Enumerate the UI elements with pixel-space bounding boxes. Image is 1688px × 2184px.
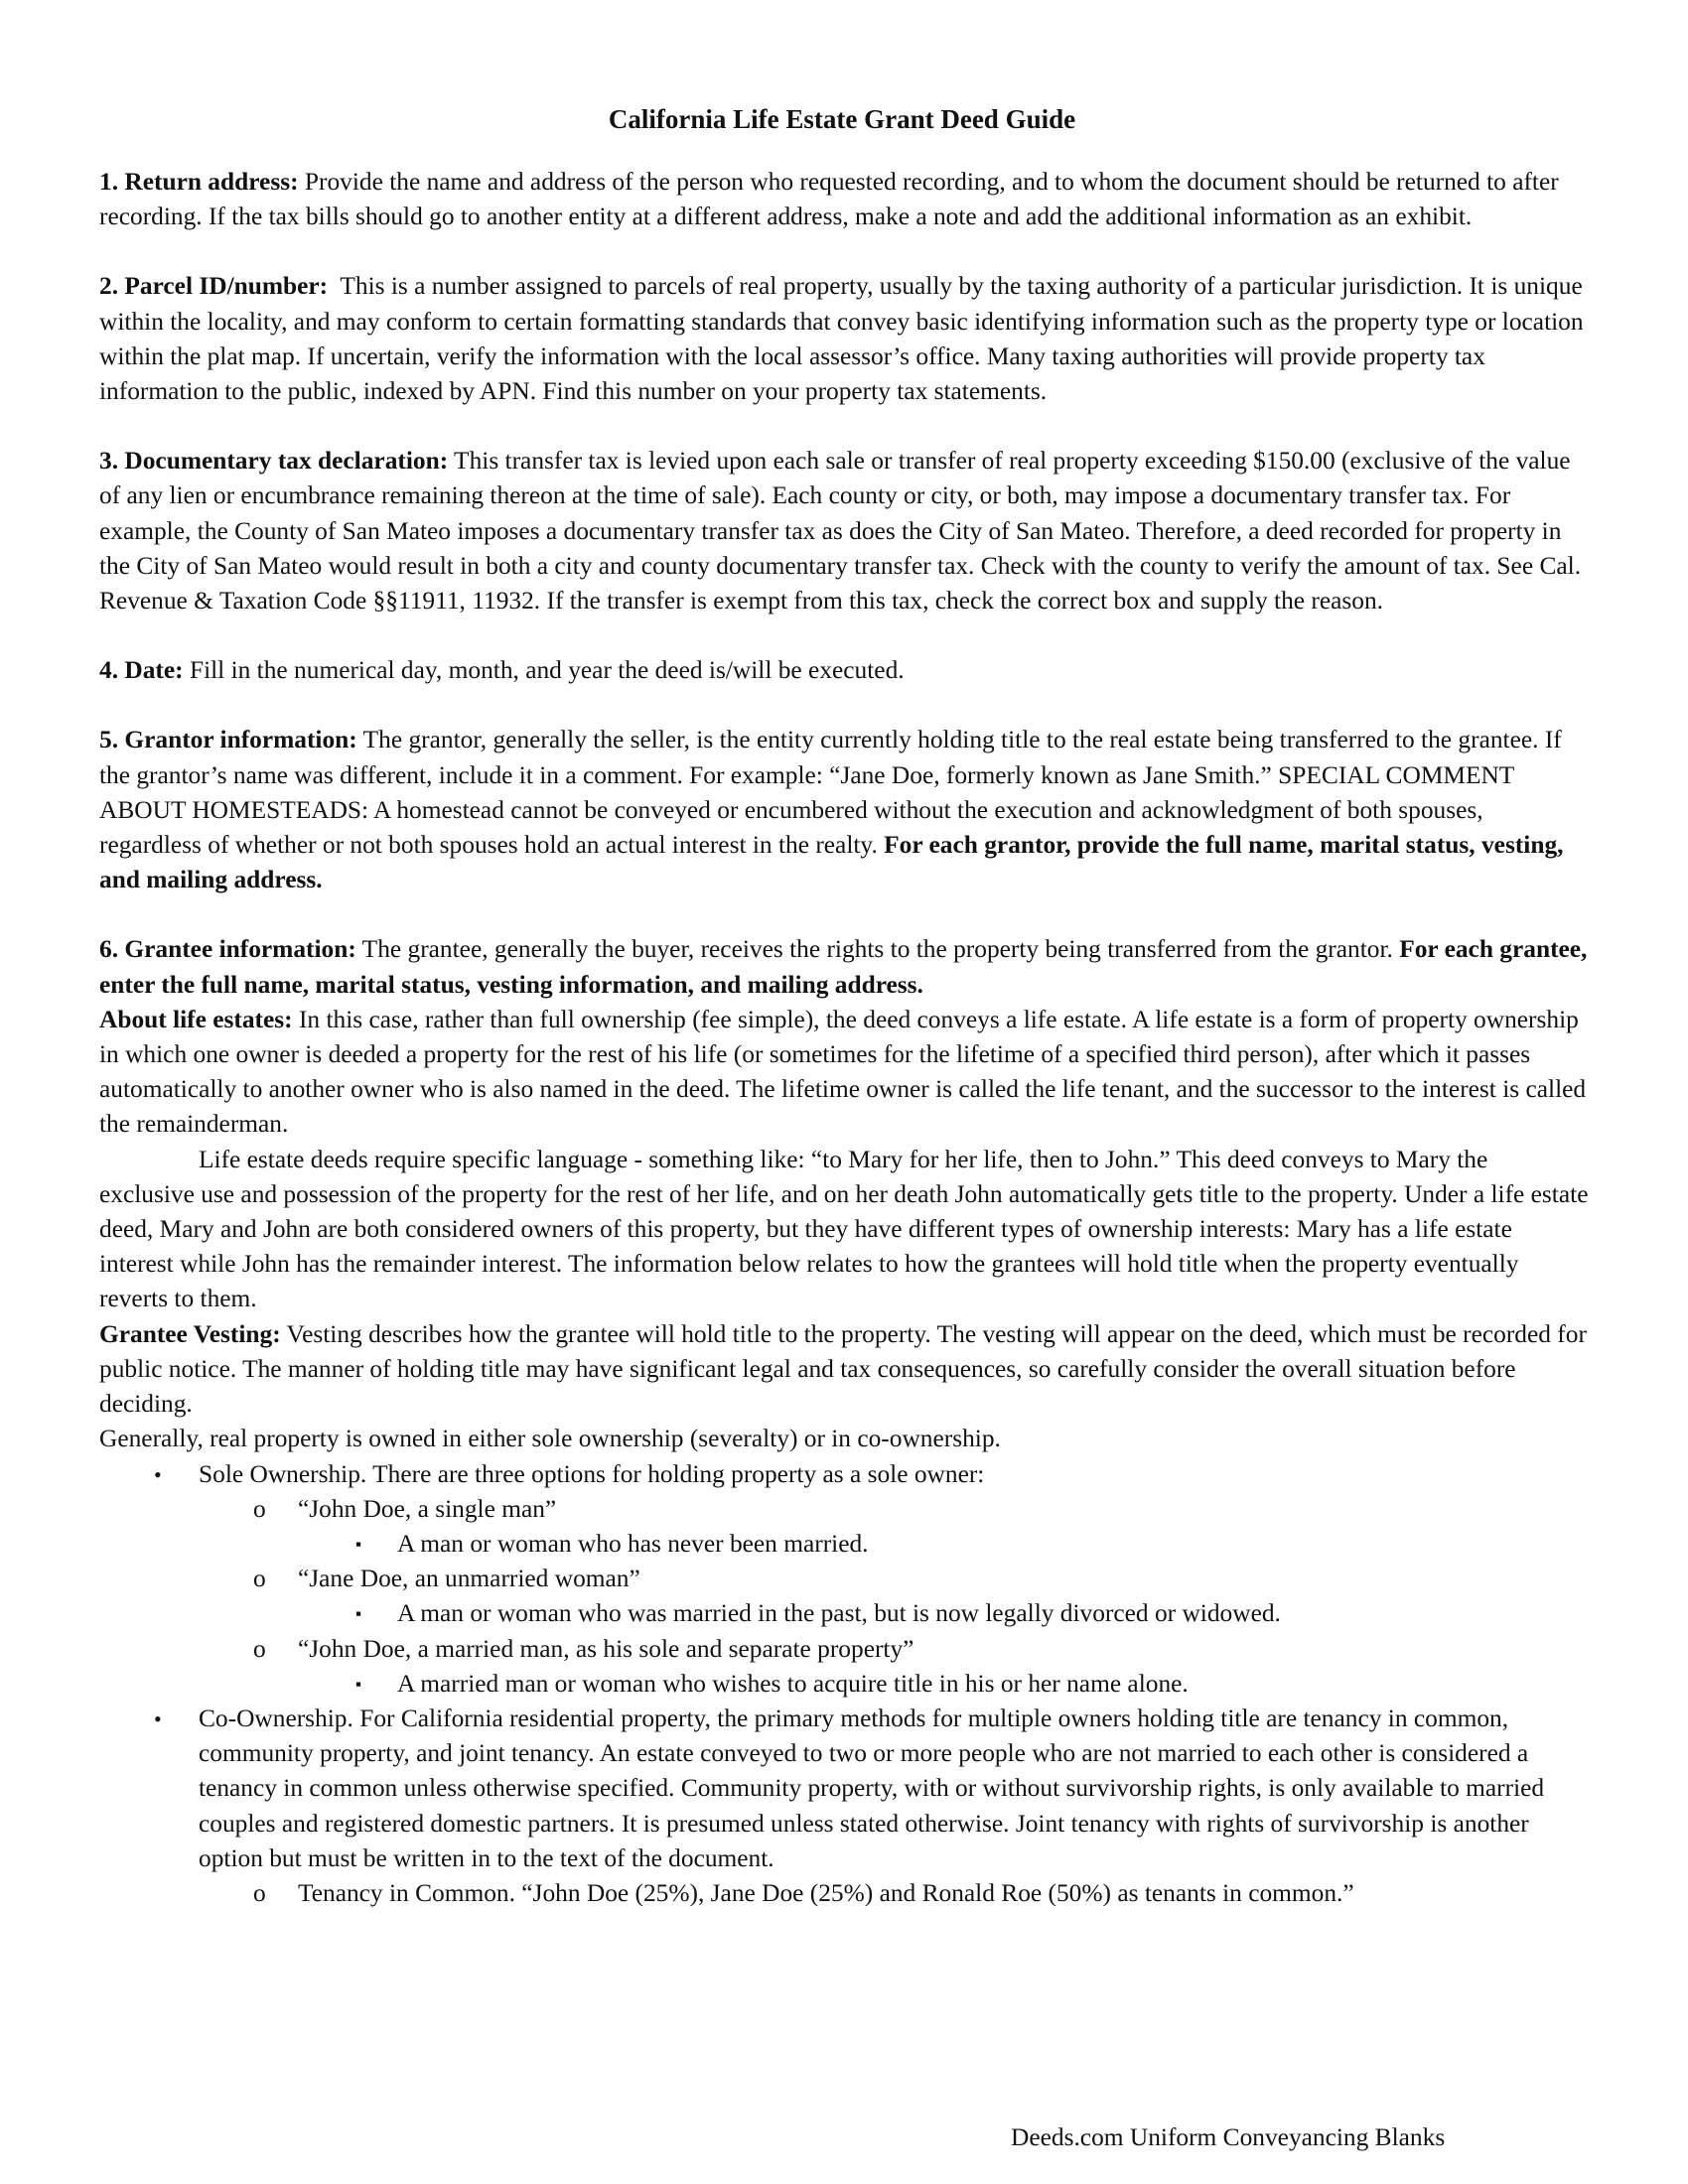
list-item-text: “John Doe, a single man”: [298, 1494, 557, 1523]
list-item: [99, 1702, 1589, 1876]
list-item-text: Sole Ownership. There are three options for holding property as a sole owner:: [199, 1459, 985, 1488]
section-parcel-id: [99, 269, 1589, 409]
section-text: Fill in the numerical day, month, and year the deed is/will be executed.: [183, 656, 905, 685]
life-estates-text: In this case, rather than full ownership (fee simple), the deed conveys a life estate. A life estate is a form of property ownership in which one owner is deeded a property for the rest of his life (or sometimes for the lifetime of a specified third person), after which it passes automatically to another owner who is also named in the deed. The lifetime owner is called the life tenant, and the successor to the interest is called the remainderman.: [99, 1005, 1587, 1139]
list-item: [99, 1562, 1589, 1596]
document-body: [99, 97, 1589, 1911]
list-item-text: A man or woman who has never been married.: [397, 1529, 869, 1558]
section-text: Provide the name and address of the person who requested recording, and to whom the document should be returned to after recording. If the tax bills should go to another entity at a different address, make a note and add the additional information as an exhibit.: [99, 168, 1559, 231]
section-bold-instruction: For each grantee, enter the full name, marital status, vesting information, and mailing address.: [99, 935, 1588, 999]
list-item: [99, 1596, 1589, 1631]
life-estates-paragraph: Life estate deeds require specific language - something like: “to Mary for her life, then to John.” This deed conveys to Mary the exclusive use and possession of the property for the rest of her life, and on her death John automatically gets title to the property. Under a life estate deed, Mary and John are both considered owners of this property, but they have different types of ownership interests: Mary has a life estate interest while John has the remainder interest. The information below relates to how the grantees will hold title when the property eventually reverts to them.: [99, 1145, 1589, 1313]
list-item: [99, 1876, 1589, 1911]
list-item: [99, 1632, 1589, 1667]
bullet-marker: o: [253, 1878, 266, 1907]
section-heading: 2. Parcel ID/number:: [99, 272, 329, 301]
ownership-list: [99, 1457, 1589, 1912]
ownership-intro: Generally, real property is owned in either sole ownership (severalty) or in co-ownership.: [99, 1425, 1001, 1453]
section-date: [99, 653, 1589, 688]
section-text: The grantee, generally the buyer, receives the rights to the property being transferred from the grantor.: [355, 935, 1400, 964]
list-item: [99, 1492, 1589, 1527]
list-item-text: A man or woman who was married in the past, but is now legally divorced or widowed.: [397, 1599, 1281, 1628]
bullet-marker: o: [253, 1634, 266, 1663]
section-heading: 3. Documentary tax declaration:: [99, 447, 449, 476]
section-bold-instruction: For each grantor, provide the full name, marital status, vesting, and mailing address.: [99, 831, 1564, 894]
section-grantee-information: [99, 932, 1589, 1911]
section-heading: 1. Return address:: [99, 168, 299, 196]
list-item-text: A married man or woman who wishes to acquire title in his or her name alone.: [397, 1669, 1189, 1698]
section-grantor-information: [99, 723, 1589, 897]
bullet-marker: •: [154, 1461, 162, 1487]
list-item-text: Tenancy in Common. “John Doe (25%), Jane Doe (25%) and Ronald Roe (50%) as tenants in common.”: [298, 1878, 1354, 1907]
list-item-text: “Jane Doe, an unmarried woman”: [298, 1565, 640, 1593]
bullet-marker: ▪: [355, 1604, 362, 1624]
bullet-marker: o: [253, 1565, 266, 1593]
section-heading: 5. Grantor information:: [99, 726, 357, 754]
bullet-marker: ▪: [355, 1534, 362, 1554]
section-heading: 4. Date:: [99, 656, 184, 685]
list-item-text: “John Doe, a married man, as his sole and separate property”: [298, 1634, 914, 1663]
page-title: California Life Estate Grant Deed Guide: [608, 104, 1076, 134]
section-text: This transfer tax is levied upon each sale or transfer of real property exceeding $150.00 (exclusive of the value of any lien or encumbrance remaining thereon at the time of sale). Each county or city, or both, may impose a documentary transfer tax. For example, the County of San Mateo imposes a documentary transfer tax as does the City of San Mateo. Therefore, a deed recorded for property in the City of San Mateo would result in both a city and county documentary transfer tax. Check with the county to verify the amount of tax. See Cal. Revenue & Taxation Code §§11911, 11932. If the transfer is exempt from this tax, check the correct box and supply the reason.: [99, 447, 1582, 615]
bullet-marker: ▪: [355, 1674, 362, 1694]
bullet-marker: o: [253, 1494, 266, 1523]
grantee-vesting-text: Vesting describes how the grantee will hold title to the property. The vesting will appear on the deed, which must be recorded for public notice. The manner of holding title may have significant legal and tax consequences, so carefully consider the overall situation before deciding.: [99, 1319, 1587, 1419]
section-text: This is a number assigned to parcels of real property, usually by the taxing authority of a particular jurisdiction. It is unique within the locality, and may conform to certain formatting standards that convey basic identifying information such as the property type or location within the plat map. If uncertain, verify the information with the local assessor’s office. Many taxing authorities will provide property tax information to the public, indexed by APN. Find this number on your property tax statements.: [99, 272, 1590, 406]
section-return-address: [99, 165, 1589, 234]
list-item-text: Co-Ownership. For California residential property, the primary methods for multiple owners holding title are tenancy in common, community property, and joint tenancy. An estate conveyed to two or more people who are not married to each other is considered a tenancy in common unless otherwise specified. Community property, with or without survivorship rights, is only available to married couples and registered domestic partners. It is presumed unless stated otherwise. Joint tenancy with rights of survivorship is another option but must be written in to the text of the document.: [199, 1704, 1545, 1872]
section-text: The grantor, generally the seller, is the entity currently holding title to the real estate being transferred to the grantee. If the grantor’s name was different, include it in a comment. For example: “Jane Doe, formerly known as Jane Smith.” SPECIAL COMMENT ABOUT HOMESTEADS: A homestead cannot be conveyed or encumbered without the execution and acknowledgment of both spouses, regardless of whether or not both spouses hold an actual interest in the realty.: [99, 726, 1562, 860]
list-item: [99, 1527, 1589, 1562]
list-item: [99, 1667, 1589, 1702]
section-heading: 6. Grantee information:: [99, 935, 356, 964]
list-item: [99, 1457, 1589, 1492]
page-footer: Deeds.com Uniform Conveyancing Blanks: [1011, 2123, 1446, 2151]
grantee-vesting-heading: Grantee Vesting:: [99, 1319, 281, 1348]
life-estates-heading: About life estates:: [99, 1005, 293, 1033]
bullet-marker: •: [154, 1706, 162, 1731]
section-documentary-tax: [99, 444, 1589, 618]
